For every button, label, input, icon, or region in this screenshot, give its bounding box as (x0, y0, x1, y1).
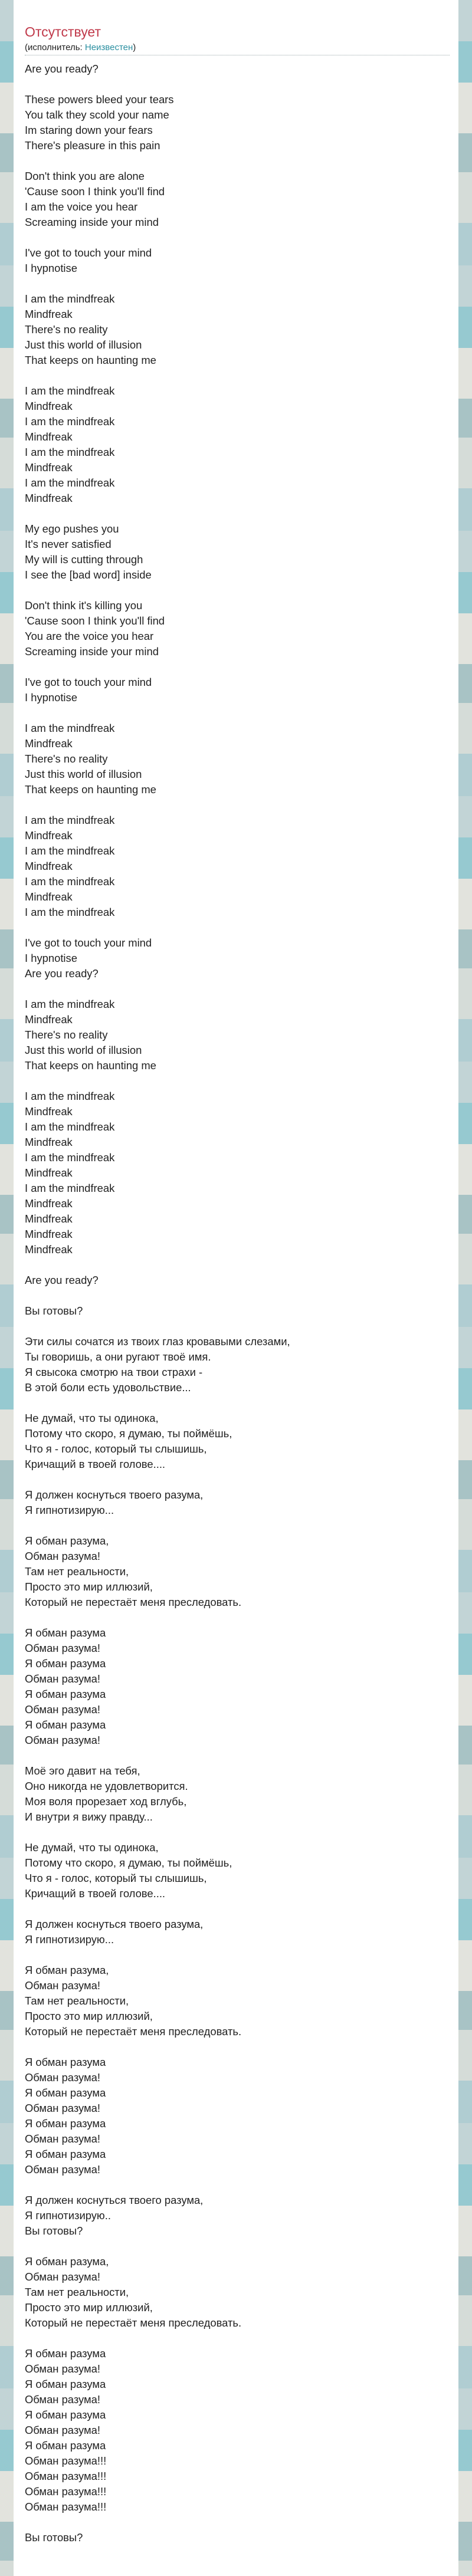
lyric-line: Я обман разума (25, 2087, 106, 2099)
lyric-line: Обман разума!!! (25, 2501, 107, 2513)
lyric-line: Обман разума! (25, 2071, 101, 2084)
lyric-line: Я обман разума (25, 2148, 106, 2160)
lyric-line: Потому что скоро, я думаю, ты поймёшь, (25, 1857, 232, 1869)
lyric-line: Mindfreak (25, 891, 73, 903)
stanza-break (25, 1825, 450, 1840)
lyric-line: Я обман разума, (25, 2255, 109, 2268)
lyric-line: I hypnotise (25, 952, 77, 964)
lyric-line: I am the mindfreak (25, 845, 115, 857)
lyric-line: Вы готовы? (25, 2531, 83, 2544)
lyric-line: Обман разума! (25, 1673, 101, 1685)
lyric-line: Потому что скоро, я думаю, ты поймёшь, (25, 1427, 232, 1440)
lyric-line: These powers bleed your tears (25, 93, 174, 106)
lyric-line: I am the mindfreak (25, 1182, 115, 1194)
stanza-break (25, 1319, 450, 1334)
lyric-line: That keeps on haunting me (25, 1059, 156, 1072)
lyric-line: 'Cause soon I think you'll find (25, 615, 165, 627)
stanza-break (25, 276, 450, 291)
lyric-line: Я должен коснуться твоего разума, (25, 1918, 204, 1930)
lyric-line: Обман разума!!! (25, 2485, 107, 2498)
lyric-line: Который не перестаёт меня преследовать. (25, 1596, 242, 1608)
lyric-line: Mindfreak (25, 860, 73, 872)
stanza-break (25, 583, 450, 598)
lyric-line: 'Cause soon I think you'll find (25, 185, 165, 198)
lyric-line: I am the mindfreak (25, 906, 115, 918)
lyric-line: Don't think you are alone (25, 170, 145, 182)
lyric-line: Are you ready? (25, 967, 99, 980)
stanza-break (25, 2239, 450, 2254)
stanza-break (25, 705, 450, 721)
lyric-line: My ego pushes you (25, 523, 119, 535)
lyric-line: Моя воля прорезает ход вглубь, (25, 1795, 187, 1808)
lyric-line: Я обман разума (25, 1719, 106, 1731)
artist-link[interactable]: Неизвестен (84, 42, 133, 52)
lyric-line: Я обман разума (25, 2439, 106, 2452)
lyric-line: I am the mindfreak (25, 1090, 115, 1102)
lyric-line: В этой боли есть удовольствие... (25, 1381, 191, 1394)
lyric-line: There's pleasure in this pain (25, 139, 160, 152)
stanza-break (25, 1518, 450, 1533)
artist-prefix: (исполнитель: (25, 42, 85, 52)
stanza-break (25, 1073, 450, 1089)
lyric-line: Там нет реальности, (25, 2286, 129, 2298)
lyric-line: Я обман разума (25, 1657, 106, 1670)
lyric-line: Mindfreak (25, 1105, 73, 1118)
stanza-break (25, 153, 450, 169)
stanza-break (25, 368, 450, 383)
lyric-line: Я гипнотизирую... (25, 1933, 114, 1946)
lyric-line: Просто это мир иллюзий, (25, 1581, 153, 1593)
lyrics-page (14, 0, 458, 2576)
lyric-line: Обман разума! (25, 2271, 101, 2283)
stanza-break (25, 659, 450, 675)
stanza-break (25, 230, 450, 245)
lyric-line: I am the mindfreak (25, 875, 115, 888)
lyric-line: There's no reality (25, 323, 108, 336)
lyric-line: Just this world of illusion (25, 768, 142, 780)
lyric-line: Я гипнотизирую.. (25, 2209, 111, 2222)
stanza-break (25, 1472, 450, 1487)
stanza-break (25, 2331, 450, 2346)
lyric-line: Я должен коснуться твоего разума, (25, 2194, 204, 2206)
lyric-line: И внутри я вижу правду... (25, 1811, 153, 1823)
lyric-line: Mindfreak (25, 737, 73, 750)
lyric-line: Там нет реальности, (25, 1565, 129, 1578)
lyric-line: I am the mindfreak (25, 477, 115, 489)
lyric-line: Моё эго давит на тебя, (25, 1765, 140, 1777)
lyric-line: Который не перестаёт меня преследовать. (25, 2025, 242, 2038)
lyric-line: Mindfreak (25, 1167, 73, 1179)
lyric-line: Я обман разума (25, 2409, 106, 2421)
lyric-line: Are you ready? (25, 1274, 99, 1286)
lyric-line: Mindfreak (25, 431, 73, 443)
lyric-line: I've got to touch your mind (25, 937, 152, 949)
song-title: Отсутствует (25, 24, 101, 40)
stanza-break (25, 797, 450, 813)
stanza-break (25, 1288, 450, 1303)
lyric-line: Обман разума! (25, 2102, 101, 2114)
lyric-line: Обман разума!!! (25, 2455, 107, 2467)
lyric-line: Mindfreak (25, 1243, 73, 1256)
lyric-line: Mindfreak (25, 1136, 73, 1148)
lyric-line: Я свысока смотрю на твои страхи - (25, 1366, 203, 1378)
lyric-line: I am the voice you hear (25, 201, 138, 213)
song-meta (25, 42, 136, 53)
lyric-line: You talk they scold your name (25, 109, 169, 121)
lyric-line: Screaming inside your mind (25, 645, 159, 658)
lyric-line: Я гипнотизирую... (25, 1504, 114, 1516)
lyric-line: Обман разума! (25, 2363, 101, 2375)
lyric-line: That keeps on haunting me (25, 354, 156, 366)
stanza-break (25, 2177, 450, 2193)
lyric-line: Я обман разума (25, 2347, 106, 2360)
stanza-break (25, 2515, 450, 2530)
lyric-line: Mindfreak (25, 1228, 73, 1240)
lyric-line: Я должен коснуться твоего разума, (25, 1489, 204, 1501)
lyric-line: Обман разума! (25, 2133, 101, 2145)
stanza-break (25, 1748, 450, 1763)
lyric-line: I am the mindfreak (25, 722, 115, 734)
lyric-line: Я обман разума (25, 2117, 106, 2130)
lyric-line: Обман разума! (25, 1703, 101, 1716)
lyric-line: I see the [bad word] inside (25, 569, 152, 581)
lyric-line: I am the mindfreak (25, 814, 115, 826)
lyric-line: Что я - голос, который ты слышишь, (25, 1443, 207, 1455)
lyric-line: Mindfreak (25, 1013, 73, 1026)
lyric-line: I hypnotise (25, 262, 77, 274)
lyric-line: I've got to touch your mind (25, 247, 152, 259)
lyric-line: There's no reality (25, 753, 108, 765)
lyric-line: Mindfreak (25, 829, 73, 842)
lyric-line: Что я - голос, который ты слышишь, (25, 1872, 207, 1884)
stanza-break (25, 981, 450, 997)
lyric-line: My will is cutting through (25, 553, 143, 566)
lyric-line: Обман разума!!! (25, 2470, 107, 2482)
lyric-line: Кричащий в твоей голове.... (25, 1458, 166, 1470)
lyric-line: Mindfreak (25, 461, 73, 474)
stanza-break (25, 1901, 450, 1917)
lyric-line: Я обман разума, (25, 1964, 109, 1976)
lyric-line: Который не перестаёт меня преследовать. (25, 2317, 242, 2329)
lyric-line: Обман разума! (25, 2163, 101, 2176)
lyric-line: Не думай, что ты одинока, (25, 1412, 159, 1424)
lyric-line: Я обман разума (25, 2378, 106, 2390)
lyric-line: I am the mindfreak (25, 415, 115, 428)
lyric-line: Эти силы сочатся из твоих глаз кровавыми слезами, (25, 1335, 290, 1348)
lyric-line: Я обман разума, (25, 1535, 109, 1547)
lyric-line: Я обман разума (25, 2056, 106, 2068)
lyric-line: Обман разума! (25, 2393, 101, 2406)
lyric-line: Im staring down your fears (25, 124, 153, 136)
lyric-line: Обман разума! (25, 1550, 101, 1562)
lyric-line: Не думай, что ты одинока, (25, 1841, 159, 1854)
lyric-line: Screaming inside your mind (25, 216, 159, 228)
lyric-line: Там нет реальности, (25, 1995, 129, 2007)
lyric-line: I am the mindfreak (25, 1151, 115, 1164)
lyric-line: I've got to touch your mind (25, 676, 152, 688)
lyric-line: Я обман разума (25, 1627, 106, 1639)
lyric-line: Just this world of illusion (25, 339, 142, 351)
stanza-break (25, 77, 450, 92)
lyric-line: Вы готовы? (25, 1305, 83, 1317)
lyric-line: I am the mindfreak (25, 446, 115, 458)
lyric-line: I am the mindfreak (25, 998, 115, 1010)
lyric-line: I am the mindfreak (25, 293, 115, 305)
lyric-line: Обман разума! (25, 2424, 101, 2436)
stanza-break (25, 2039, 450, 2055)
lyric-line: Mindfreak (25, 1213, 73, 1225)
lyric-line: Обман разума! (25, 1734, 101, 1746)
stanza-break (25, 1610, 450, 1625)
lyrics-text (25, 61, 450, 2545)
lyric-line: Кричащий в твоей голове.... (25, 1887, 166, 1900)
lyric-line: Mindfreak (25, 400, 73, 412)
lyric-line: Are you ready? (25, 63, 99, 75)
lyric-line: Mindfreak (25, 492, 73, 504)
lyric-line: That keeps on haunting me (25, 783, 156, 796)
lyric-line: I hypnotise (25, 691, 77, 704)
lyric-line: There's no reality (25, 1029, 108, 1041)
stanza-break (25, 1395, 450, 1411)
lyric-line: Обман разума! (25, 1642, 101, 1654)
stanza-break (25, 920, 450, 935)
lyric-line: Ты говоришь, а они ругают твоё имя. (25, 1351, 211, 1363)
lyric-line: Mindfreak (25, 308, 73, 320)
lyric-line: Просто это мир иллюзий, (25, 2010, 153, 2022)
lyric-line: I am the mindfreak (25, 385, 115, 397)
stanza-break (25, 1947, 450, 1963)
stanza-break (25, 506, 450, 521)
lyric-line: Don't think it's killing you (25, 599, 143, 612)
lyric-line: I am the mindfreak (25, 1121, 115, 1133)
lyric-line: It's never satisfied (25, 538, 112, 550)
stanza-break (25, 1257, 450, 1273)
lyric-line: Оно никогда не удовлетворится. (25, 1780, 188, 1792)
lyric-line: Обман разума! (25, 1979, 101, 1992)
artist-suffix: ) (133, 42, 136, 52)
lyric-line: Просто это мир иллюзий, (25, 2301, 153, 2314)
lyric-line: Just this world of illusion (25, 1044, 142, 1056)
lyric-line: Вы готовы? (25, 2225, 83, 2237)
lyric-line: Mindfreak (25, 1197, 73, 1210)
lyric-line: Я обман разума (25, 1688, 106, 1700)
lyric-line: You are the voice you hear (25, 630, 154, 642)
